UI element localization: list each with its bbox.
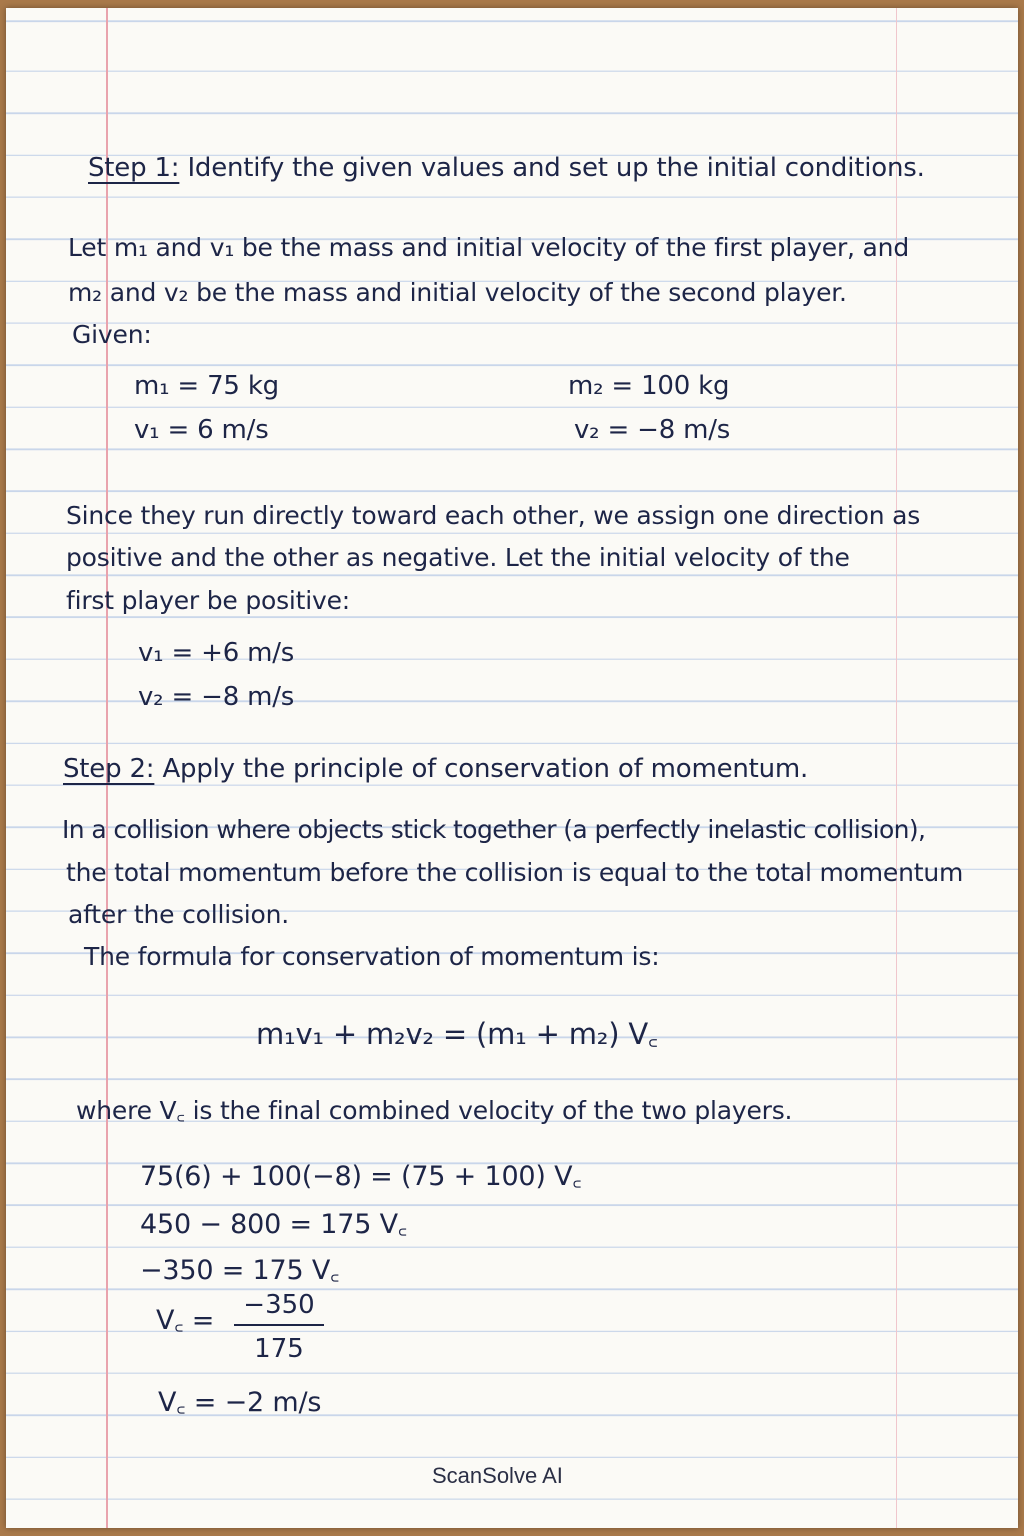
step1-line (88, 153, 925, 183)
fraction (234, 1290, 324, 1370)
calc-line-3: −350 = 175 V꜀ (140, 1255, 340, 1286)
fraction-numerator: −350 (243, 1290, 315, 1320)
intro-line-2: m₂ and v₂ be the mass and initial velocity of the second player. (68, 278, 847, 307)
collision-line-4: The formula for conservation of momentum is: (84, 942, 660, 971)
calc-line-2: 450 − 800 = 175 V꜀ (140, 1209, 407, 1240)
step1-text: Identify the given values and set up the initial conditions. (187, 153, 925, 183)
step1-heading: Step 1: (88, 153, 180, 183)
footer-brand: ScanSolve AI (432, 1463, 563, 1488)
step2-heading: Step 2: (63, 754, 155, 784)
fraction-lhs: V꜀ = (156, 1305, 215, 1336)
calc-line-1: 75(6) + 100(−8) = (75 + 100) V꜀ (140, 1161, 582, 1192)
step2-text: Apply the principle of conservation of momentum. (162, 754, 809, 784)
momentum-formula: m₁v₁ + m₂v₂ = (m₁ + m₂) V꜀ (256, 1017, 658, 1051)
intro-line-3: Given: (72, 320, 152, 349)
signed-v1: v₁ = +6 m/s (138, 638, 295, 668)
given-m2: m₂ = 100 kg (568, 371, 730, 401)
sign-line-2: positive and the other as negative. Let the initial velocity of the (66, 543, 850, 572)
collision-line-3: after the collision. (68, 900, 290, 929)
collision-line-2: the total momentum before the collision is equal to the total momentum (66, 858, 964, 887)
where-line: where V꜀ is the final combined velocity of the two players. (76, 1096, 793, 1125)
intro-line-1: Let m₁ and v₁ be the mass and initial velocity of the first player, and (68, 233, 909, 262)
final-result: V꜀ = −2 m/s (158, 1387, 322, 1418)
collision-line-1: In a collision where objects stick together (a perfectly inelastic collision), (62, 815, 926, 844)
step2-line (63, 754, 808, 784)
fraction-denominator: 175 (254, 1334, 304, 1364)
sign-line-3: first player be positive: (66, 586, 351, 615)
given-m1: m₁ = 75 kg (134, 371, 279, 401)
sign-line-1: Since they run directly toward each other, we assign one direction as (66, 501, 921, 530)
fraction-bar (234, 1324, 324, 1326)
notebook-page (6, 8, 1018, 1528)
given-v1: v₁ = 6 m/s (134, 415, 269, 445)
given-v2: v₂ = −8 m/s (574, 415, 731, 445)
signed-v2: v₂ = −8 m/s (138, 682, 295, 712)
